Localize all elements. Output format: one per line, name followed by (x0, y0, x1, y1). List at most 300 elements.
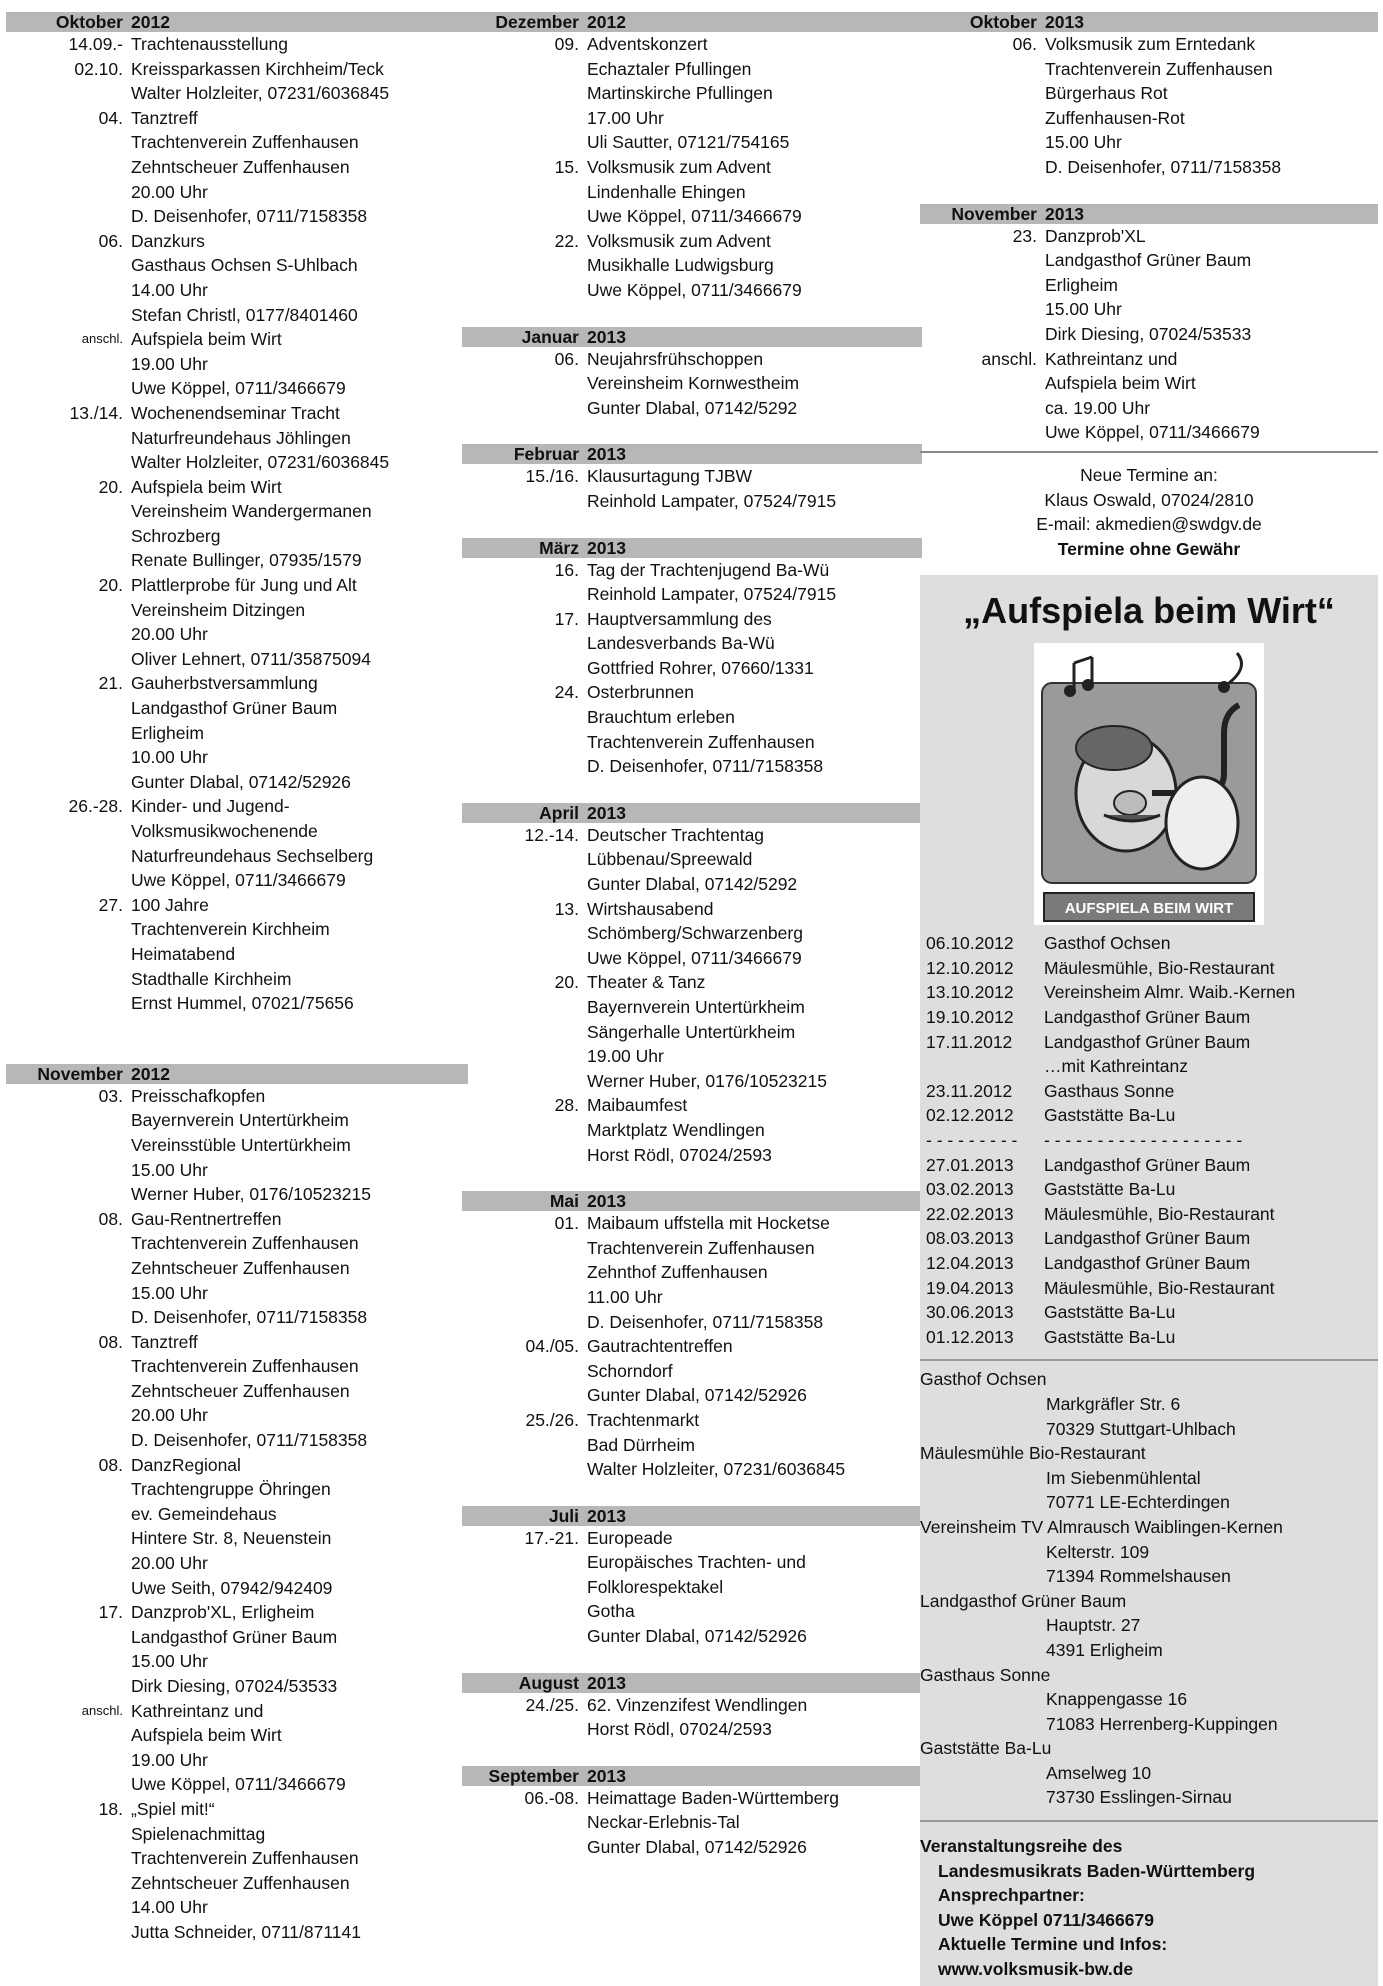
event-line: Kreissparkassen Kirchheim/Teck (131, 58, 384, 79)
event-details (131, 1797, 468, 1945)
month-header (6, 1064, 468, 1084)
event-details (1045, 224, 1378, 347)
calendar-column-2 (462, 12, 922, 1860)
date-venue: Gaststätte Ba-Lu (1044, 1302, 1176, 1323)
event-line: Uwe Köppel, 0711/3466679 (587, 206, 802, 227)
year-label: 2013 (587, 1191, 626, 1212)
venue-address-line: Kelterstr. 109 (1046, 1541, 1150, 1562)
event-details (587, 32, 922, 155)
event-line: D. Deisenhofer, 0711/7158358 (587, 756, 824, 777)
event-line: Tanztreff (131, 1331, 198, 1352)
event-line: 15.00 Uhr (1045, 299, 1122, 320)
event-line: Trachtenausstellung (131, 34, 288, 54)
event-line: Plattlerprobe für Jung und Alt (131, 575, 357, 596)
event-line: Werner Huber, 0176/10523215 (131, 1184, 371, 1205)
event-date: 06. (98, 230, 123, 251)
date-venue: Mäulesmühle, Bio-Restaurant (1044, 1203, 1275, 1224)
section-spacer (920, 180, 1378, 204)
date-value: 13.10.2012 (926, 982, 1014, 1003)
separator-left: - - - - - - - - - (926, 1130, 1018, 1151)
aufspiela-logo-image (1034, 643, 1264, 925)
event-line: 14.00 Uhr (131, 279, 208, 300)
section-divider (920, 451, 1378, 453)
event-line: Zehntscheuer Zuffenhausen (131, 156, 350, 177)
month-label: Januar (521, 326, 579, 347)
event-details (131, 57, 468, 106)
event-line: Reinhold Lampater, 07524/7915 (587, 584, 837, 605)
panel-title: „Aufspiela beim Wirt“ (963, 590, 1335, 632)
year-label: 2013 (587, 537, 626, 558)
event-line: Folklorespektakel (587, 1576, 724, 1597)
event-line: Gunter Dlabal, 07142/52926 (587, 1385, 807, 1406)
date-venue: Gaststätte Ba-Lu (1044, 1179, 1176, 1200)
event-entry (6, 1207, 468, 1330)
notice-disclaimer: Termine ohne Gewähr (1057, 538, 1241, 559)
month-header (462, 444, 922, 464)
date-value: 02.12.2012 (926, 1105, 1014, 1126)
event-date: 03. (98, 1085, 123, 1106)
event-line: Gunter Dlabal, 07142/5292 (587, 874, 798, 895)
event-details (587, 1693, 922, 1742)
event-line: Kathreintanz und (131, 1700, 264, 1721)
venue-address-line: 71083 Herrenberg-Kuppingen (1046, 1713, 1278, 1734)
event-line: Werner Huber, 0176/10523215 (587, 1070, 827, 1091)
year-label: 2013 (587, 1672, 626, 1693)
month-header (462, 1673, 922, 1693)
event-details (131, 1699, 468, 1797)
event-entry (462, 823, 922, 897)
event-entry (462, 32, 922, 155)
event-line: Danzkurs (131, 230, 205, 251)
event-entry (6, 794, 468, 892)
event-details (587, 464, 922, 513)
date-venue: Mäulesmühle, Bio-Restaurant (1044, 1277, 1275, 1298)
event-entry (462, 607, 922, 681)
event-line: Sängerhalle Untertürkheim (587, 1021, 796, 1042)
event-entry (462, 464, 922, 513)
event-line: Tag der Trachtenjugend Ba-Wü (587, 559, 830, 580)
month-header (920, 12, 1378, 32)
section-spacer (462, 303, 922, 327)
event-details (131, 893, 468, 1016)
venue-address-line: 70329 Stuttgart-Uhlbach (1046, 1418, 1236, 1439)
event-line: 11.00 Uhr (587, 1286, 663, 1307)
panel-divider-2 (920, 1820, 1378, 1822)
event-line: Lindenhalle Ehingen (587, 181, 746, 202)
event-line: Schömberg/Schwarzenberg (587, 923, 803, 944)
event-details (587, 558, 922, 607)
date-value: 30.06.2013 (926, 1302, 1014, 1323)
event-details (587, 680, 922, 778)
event-entry (462, 1693, 922, 1742)
event-details (587, 1334, 922, 1408)
event-date: 04./05. (525, 1336, 579, 1357)
year-label: 2013 (1045, 203, 1084, 224)
date-row (920, 1226, 1378, 1251)
event-line: Uwe Köppel, 0711/3466679 (131, 870, 346, 891)
month-header (462, 1766, 922, 1786)
date-venue: Landgasthof Grüner Baum (1044, 1031, 1251, 1052)
event-line: Naturfreundehaus Sechselberg (131, 845, 374, 866)
event-line: Bayernverein Untertürkheim (131, 1110, 349, 1131)
event-entry (6, 1699, 468, 1797)
event-line: ev. Gemeindehaus (131, 1503, 277, 1524)
calendar-events-2013-autumn (920, 12, 1378, 445)
event-line: Gunter Dlabal, 07142/52926 (587, 1837, 807, 1858)
date-value: 01.12.2013 (926, 1326, 1014, 1347)
event-entry (462, 1408, 922, 1482)
month-header (462, 327, 922, 347)
venue-address-line: Knappengasse 16 (1046, 1689, 1188, 1710)
event-line: Europeade (587, 1527, 673, 1548)
event-line: Gotha (587, 1601, 635, 1622)
event-line: D. Deisenhofer, 0711/7158358 (131, 1430, 368, 1451)
venue-address-line: Hauptstr. 27 (1046, 1615, 1141, 1636)
event-entry (6, 401, 468, 475)
year-label: 2012 (587, 12, 626, 32)
month-header (462, 803, 922, 823)
event-line: Walter Holzleiter, 07231/6036845 (587, 1459, 846, 1480)
event-date: 17. (98, 1602, 123, 1623)
date-venue: Gaststätte Ba-Lu (1044, 1326, 1176, 1347)
event-line: Brauchtum erleben (587, 707, 735, 728)
event-entry (462, 155, 922, 229)
month-label: Juli (548, 1505, 579, 1526)
event-entry (6, 1084, 468, 1207)
date-row (920, 980, 1378, 1005)
event-line: Zehntscheuer Zuffenhausen (131, 1380, 350, 1401)
event-entry (6, 229, 468, 327)
event-line: Gunter Dlabal, 07142/52926 (131, 771, 351, 792)
event-line: Echaztaler Pfullingen (587, 58, 752, 79)
date-value: 03.02.2013 (926, 1179, 1014, 1200)
event-line: Schrozberg (131, 525, 221, 546)
event-details (131, 1600, 468, 1698)
date-row (920, 1079, 1378, 1104)
year-label: 2013 (1045, 12, 1084, 32)
event-details (587, 347, 922, 421)
section-spacer (462, 1742, 922, 1766)
event-date: 06. (1012, 34, 1037, 54)
date-row (920, 1325, 1378, 1350)
event-line: 17.00 Uhr (587, 107, 664, 128)
event-line: ca. 19.00 Uhr (1045, 397, 1151, 418)
notice-email: E-mail: akmedien@swdgv.de (1036, 514, 1262, 535)
date-venue: Landgasthof Grüner Baum (1044, 1253, 1251, 1273)
aufspiela-dates-2013 (920, 1153, 1378, 1350)
year-label: 2013 (587, 444, 626, 465)
event-details (131, 229, 468, 327)
event-line: 19.00 Uhr (131, 353, 208, 374)
event-line: Bürgerhaus Rot (1045, 83, 1168, 104)
event-line: Volksmusik zum Advent (587, 230, 771, 251)
event-entry (462, 229, 922, 303)
event-line: Vereinsheim Kornwestheim (587, 373, 800, 394)
date-value: 22.02.2013 (926, 1203, 1014, 1224)
section-spacer (462, 514, 922, 538)
event-details (131, 794, 468, 892)
event-details (587, 1093, 922, 1167)
event-line: Kathreintanz und (1045, 348, 1178, 369)
event-line: Landesverbands Ba-Wü (587, 633, 775, 654)
event-line: Volksmusik zum Erntedank (1045, 34, 1256, 54)
event-details (587, 1526, 922, 1649)
event-line: D. Deisenhofer, 0711/7158358 (131, 1307, 368, 1328)
event-line: Trachtenverein Zuffenhausen (587, 731, 815, 752)
event-line: Uwe Köppel, 0711/3466679 (587, 947, 802, 968)
logo-lettering: AUFSPIELA BEIM WIRT (1064, 900, 1234, 918)
event-date: 21. (98, 673, 123, 694)
event-line: Gasthaus Ochsen S-Uhlbach (131, 255, 358, 276)
event-entry (462, 970, 922, 1093)
event-date: 08. (98, 1331, 123, 1352)
event-line: Danzprob'XL, Erligheim (131, 1602, 315, 1623)
date-venue: Landgasthof Grüner Baum (1044, 1007, 1251, 1028)
event-line: Trachtenmarkt (587, 1409, 700, 1430)
event-line: Uwe Köppel, 0711/3466679 (1045, 422, 1260, 443)
month-label: November (37, 1063, 123, 1084)
event-date: 25./26. (525, 1409, 579, 1430)
event-line: Aufspiela beim Wirt (131, 329, 282, 350)
event-date: 16. (554, 559, 579, 580)
event-date: anschl. (981, 348, 1037, 369)
event-line: 15.00 Uhr (131, 1651, 208, 1672)
event-line: Zuffenhausen-Rot (1045, 107, 1185, 128)
event-line: Uwe Köppel, 0711/3466679 (131, 378, 346, 399)
event-date: 20. (98, 476, 123, 497)
event-line: Aufspiela beim Wirt (1045, 373, 1196, 394)
event-date: 20. (98, 575, 123, 596)
date-venue: Landgasthof Grüner Baum (1044, 1154, 1251, 1175)
event-line: D. Deisenhofer, 0711/7158358 (131, 206, 368, 227)
event-details (587, 823, 922, 897)
event-details (587, 970, 922, 1093)
event-line: DanzRegional (131, 1454, 241, 1475)
section-spacer (462, 420, 922, 444)
event-details (587, 155, 922, 229)
date-value: 23.11.2012 (926, 1080, 1013, 1101)
date-value: 17.11.2012 (926, 1031, 1013, 1052)
venue-name: Gaststätte Ba-Lu (920, 1738, 1052, 1759)
event-details (131, 1207, 468, 1330)
event-line: Deutscher Trachtentag (587, 824, 765, 845)
date-venue: Gaststätte Ba-Lu (1044, 1105, 1176, 1126)
event-details (131, 475, 468, 573)
event-date: 13./14. (69, 402, 123, 423)
footer-line: www.volksmusik-bw.de (938, 1959, 1134, 1980)
venue-name: Landgasthof Grüner Baum (920, 1590, 1127, 1611)
separator-right: - - - - - - - - - - - - - - - - - - - (1044, 1130, 1243, 1151)
event-line: Horst Rödl, 07024/2593 (587, 1144, 772, 1165)
event-line: Osterbrunnen (587, 682, 695, 703)
event-line: Lübbenau/Spreewald (587, 849, 753, 870)
event-line: Naturfreundehaus Jöhlingen (131, 427, 351, 448)
date-venue: …mit Kathreintanz (1044, 1056, 1188, 1077)
month-label: April (539, 802, 579, 823)
event-date: 24. (554, 682, 579, 703)
event-entry (6, 1600, 468, 1698)
footer-line: Aktuelle Termine und Infos: (938, 1934, 1168, 1955)
date-value: 19.04.2013 (926, 1277, 1014, 1298)
event-line: 19.00 Uhr (587, 1046, 664, 1067)
calendar-column-3 (920, 12, 1378, 1986)
event-line: Marktplatz Wendlingen (587, 1119, 765, 1140)
event-line: Gottfried Rohrer, 07660/1331 (587, 657, 814, 678)
event-line: Stefan Christl, 0177/8401460 (131, 304, 358, 325)
event-line: Hauptversammlung des (587, 608, 772, 629)
event-date: 04. (98, 107, 123, 128)
event-date: 26.-28. (68, 796, 123, 817)
event-line: Trachtengruppe Öhringen (131, 1479, 331, 1500)
date-row (920, 1030, 1378, 1055)
event-line: Trachtenverein Zuffenhausen (1045, 58, 1273, 79)
event-line: Neujahrsfrühschoppen (587, 348, 764, 369)
event-date: 23. (1012, 225, 1037, 246)
date-value: 19.10.2012 (926, 1007, 1014, 1028)
year-label: 2013 (587, 802, 626, 823)
venue-address-line: Amselweg 10 (1046, 1762, 1152, 1783)
date-row (920, 1177, 1378, 1202)
month-header (920, 204, 1378, 224)
event-line: Erligheim (1045, 274, 1118, 295)
event-line: Zehntscheuer Zuffenhausen (131, 1872, 350, 1893)
event-line: Wirtshausabend (587, 898, 714, 919)
event-line: Uli Sautter, 07121/754165 (587, 132, 790, 153)
event-line: Spielenachmittag (131, 1823, 266, 1844)
event-line: „Spiel mit!“ (131, 1798, 215, 1819)
event-line: 62. Vinzenzifest Wendlingen (587, 1694, 808, 1715)
date-row (920, 1251, 1378, 1276)
event-date: 06. (554, 348, 579, 369)
month-label: September (488, 1765, 579, 1786)
month-header (6, 12, 468, 32)
section-spacer (462, 1482, 922, 1506)
notice-contact: Klaus Oswald, 07024/2810 (1044, 489, 1254, 510)
event-line: Ernst Hummel, 07021/75656 (131, 993, 354, 1014)
event-line: Theater & Tanz (587, 972, 706, 993)
event-entry (920, 347, 1378, 445)
event-entry (6, 327, 468, 401)
aufspiela-panel (920, 575, 1378, 1985)
event-line: D. Deisenhofer, 0711/7158358 (587, 1311, 824, 1332)
year-label: 2013 (587, 1765, 626, 1786)
month-header (462, 538, 922, 558)
event-entry (462, 1526, 922, 1649)
event-line: Bayernverein Untertürkheim (587, 997, 805, 1017)
event-line: 15.00 Uhr (131, 1159, 208, 1180)
event-details (587, 229, 922, 303)
event-details (131, 32, 468, 57)
date-venue: Landgasthof Grüner Baum (1044, 1228, 1251, 1249)
event-line: Dirk Diesing, 07024/53533 (1045, 323, 1252, 344)
event-line: Gautrachtentreffen (587, 1336, 733, 1357)
event-line: Martinskirche Pfullingen (587, 83, 773, 104)
venue-name: Gasthof Ochsen (920, 1369, 1047, 1390)
event-entry (6, 671, 468, 794)
event-date: 22. (554, 230, 579, 251)
event-line: Landgasthof Grüner Baum (131, 1626, 338, 1647)
event-entry (462, 1334, 922, 1408)
date-value: 12.10.2012 (926, 957, 1014, 978)
date-row (920, 931, 1378, 956)
venue-name: Vereinsheim TV Almrausch Waiblingen-Kernen (920, 1516, 1283, 1537)
event-line: Europäisches Trachten- und (587, 1552, 806, 1573)
event-entry (462, 680, 922, 778)
year-label: 2012 (131, 1063, 170, 1084)
event-line: Reinhold Lampater, 07524/7915 (587, 490, 837, 511)
event-line: Wochenendseminar Tracht (131, 402, 340, 423)
event-line: 10.00 Uhr (131, 747, 208, 768)
month-label: Oktober (969, 12, 1037, 32)
event-line: D. Deisenhofer, 0711/7158358 (1045, 156, 1282, 177)
month-label: Mai (549, 1191, 579, 1212)
event-details (1045, 347, 1378, 445)
event-line: 19.00 Uhr (131, 1749, 208, 1770)
notice-block (920, 463, 1378, 561)
event-line: Horst Rödl, 07024/2593 (587, 1719, 772, 1740)
event-entry (462, 897, 922, 971)
event-line: Preisschafkopfen (131, 1085, 266, 1106)
venue-address-line: Markgräfler Str. 6 (1046, 1393, 1181, 1414)
event-details (131, 327, 468, 401)
date-venue: Mäulesmühle, Bio-Restaurant (1044, 957, 1275, 978)
event-entry (6, 475, 468, 573)
section-spacer (462, 1167, 922, 1191)
event-entry (920, 224, 1378, 347)
event-line: Gau-Rentnertreffen (131, 1208, 282, 1229)
event-details (587, 1408, 922, 1482)
event-line: 15.00 Uhr (131, 1282, 208, 1303)
section-spacer (462, 1649, 922, 1673)
event-line: Uwe Seith, 07942/942409 (131, 1577, 333, 1598)
month-label: August (518, 1672, 579, 1693)
date-row (920, 1202, 1378, 1227)
date-row (920, 1300, 1378, 1325)
event-line: Walter Holzleiter, 07231/6036845 (131, 452, 390, 473)
event-date: 20. (554, 972, 579, 993)
event-entry (462, 1093, 922, 1167)
event-line: Uwe Köppel, 0711/3466679 (587, 279, 802, 300)
event-line: Bad Dürrheim (587, 1434, 695, 1455)
event-details (587, 607, 922, 681)
month-header (462, 1191, 922, 1211)
event-line: Musikhalle Ludwigsburg (587, 255, 774, 276)
footer-line: Uwe Köppel 0711/3466679 (938, 1909, 1154, 1930)
event-line: Dirk Diesing, 07024/53533 (131, 1676, 338, 1696)
event-entry (6, 106, 468, 229)
event-entry (462, 347, 922, 421)
event-line: Walter Holzleiter, 07231/6036845 (131, 83, 390, 104)
event-line: Trachtenverein Zuffenhausen (131, 132, 359, 153)
event-entry (920, 32, 1378, 180)
event-details (1045, 32, 1378, 180)
event-line: Trachtenverein Kirchheim (131, 919, 330, 940)
event-line: Renate Bullinger, 07935/1579 (131, 550, 362, 571)
event-line: Gunter Dlabal, 07142/52926 (587, 1626, 807, 1647)
event-line: Landgasthof Grüner Baum (131, 698, 338, 719)
dates-separator (920, 1128, 1378, 1153)
event-line: Vereinsstüble Untertürkheim (131, 1134, 351, 1155)
event-date: 08. (98, 1454, 123, 1475)
event-date: 17. (554, 608, 579, 629)
event-line: Zehnthof Zuffenhausen (587, 1262, 768, 1283)
event-line: Trachtenverein Zuffenhausen (131, 1848, 359, 1869)
event-line: 20.00 Uhr (131, 1405, 208, 1426)
month-label: Oktober (55, 12, 123, 32)
event-entry (6, 32, 468, 57)
event-date: 01. (554, 1213, 579, 1234)
event-details (131, 1084, 468, 1207)
